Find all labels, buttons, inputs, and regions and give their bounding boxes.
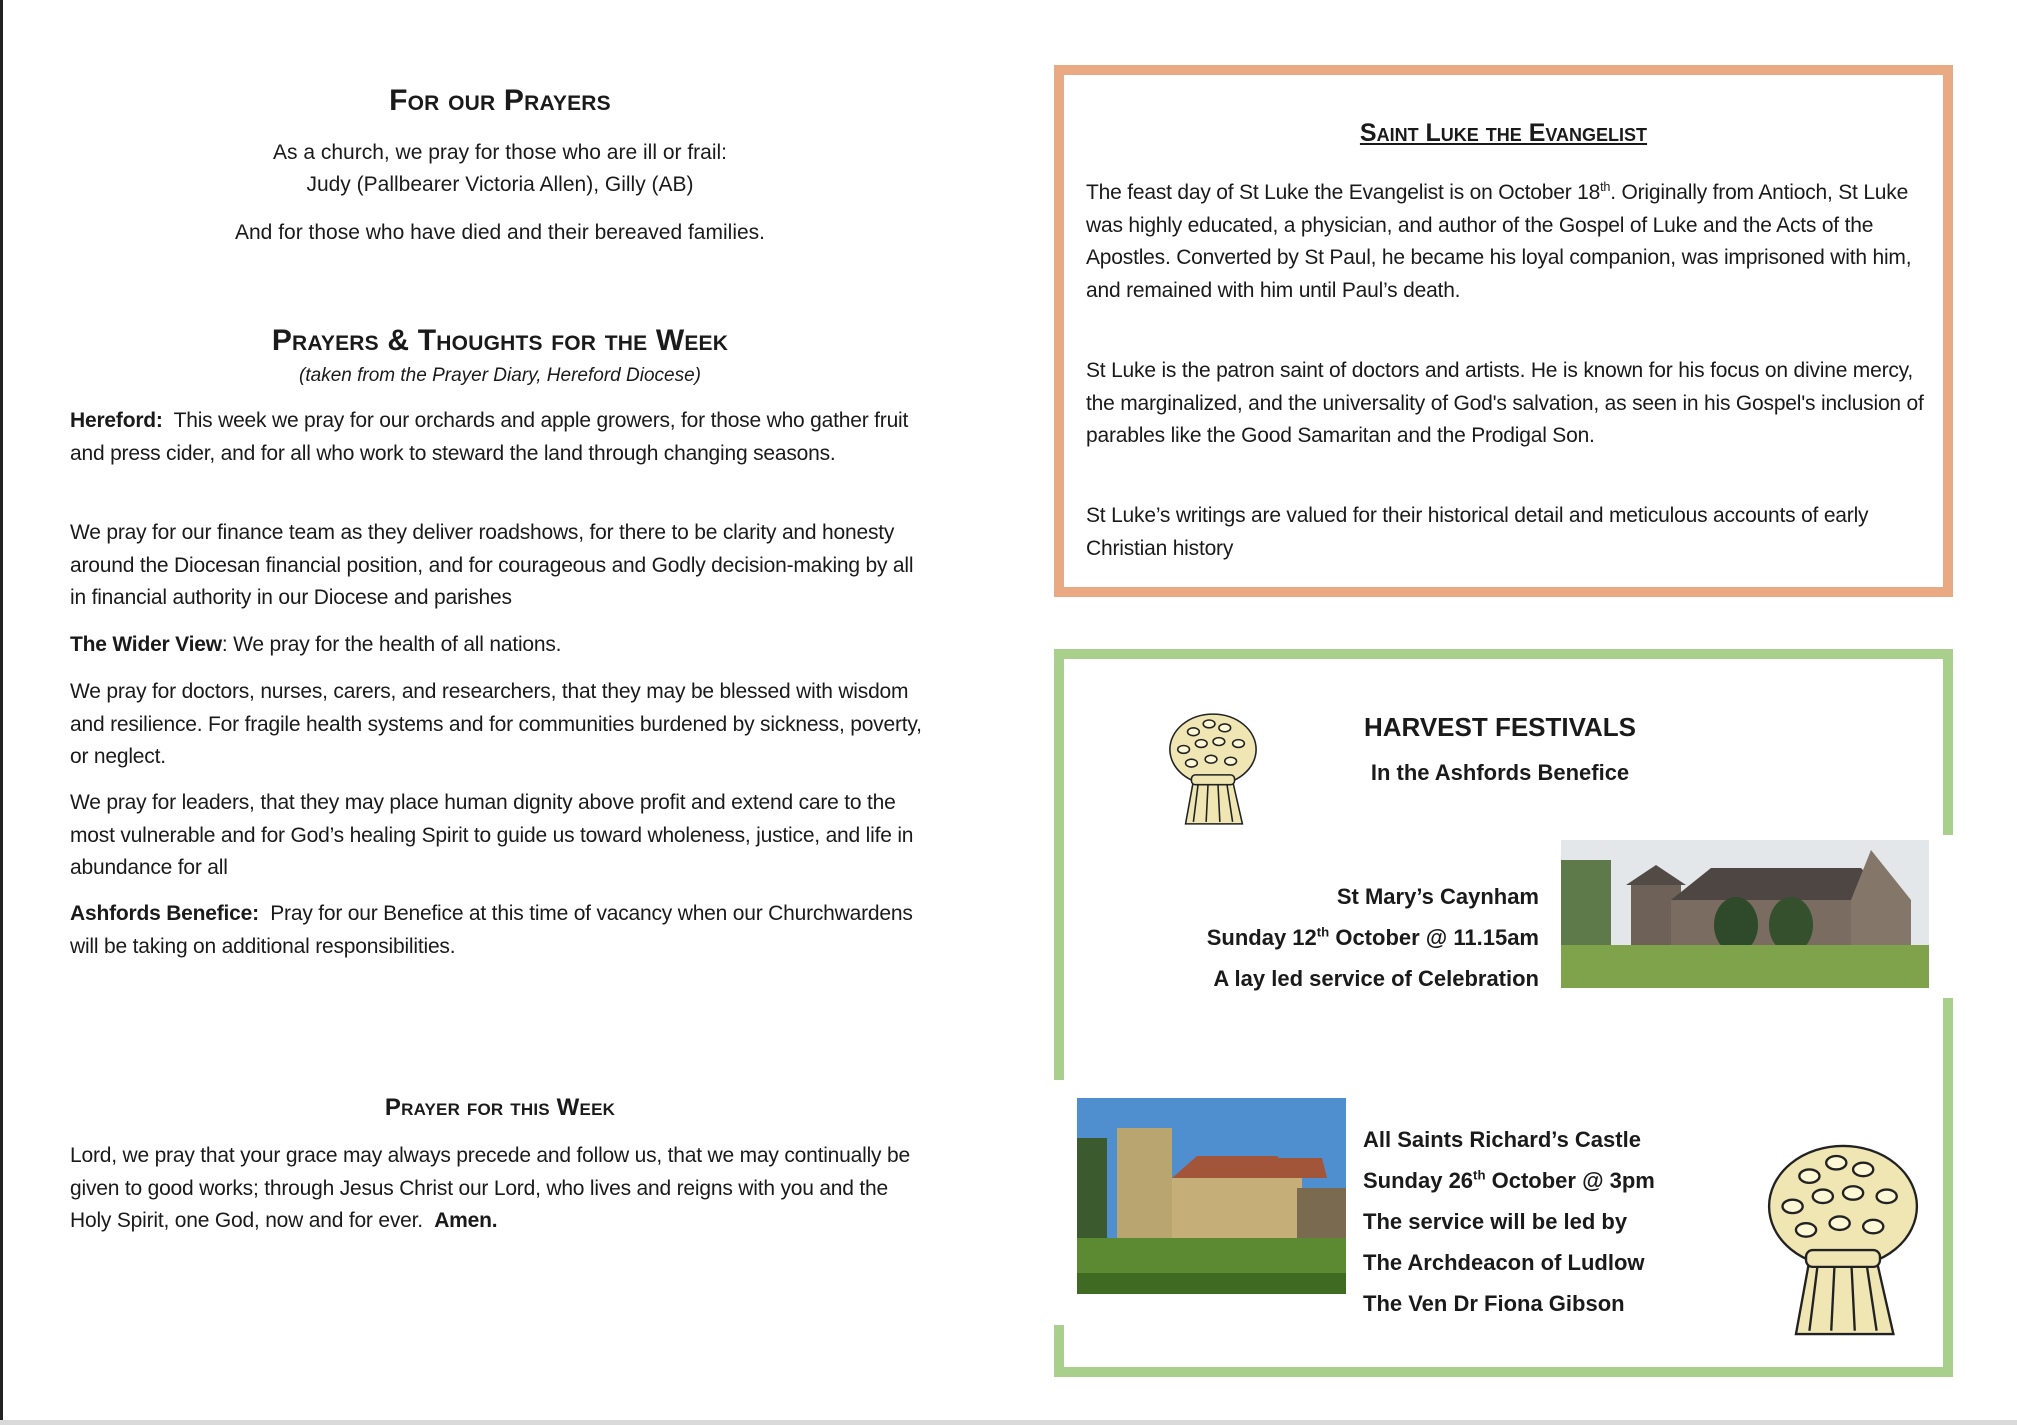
page-edge — [0, 0, 3, 1425]
hereford-paragraph — [70, 405, 930, 470]
wider-view-paragraph — [70, 629, 930, 662]
date-text: October @ 11.15am — [1329, 925, 1539, 950]
st-luke-paragraph-3: St Luke’s writings are valued for their historical detail and meticulous accounts of early Christian history — [1086, 504, 1869, 560]
prayers-line: And for those who have died and their bereaved families. — [235, 221, 765, 244]
p1-sup: th — [1600, 180, 1611, 194]
ashfords-paragraph — [70, 898, 930, 963]
date-text: Sunday 26 — [1363, 1168, 1474, 1193]
hereford-label: Hereford: — [70, 409, 163, 432]
event-note: The Archdeacon of Ludlow — [1363, 1250, 1645, 1275]
harvest-subtitle: In the Ashfords Benefice — [1370, 760, 1630, 785]
green-border-bottom — [1054, 1367, 1953, 1377]
date-text: Sunday 12 — [1206, 925, 1317, 950]
amen: Amen. — [434, 1209, 498, 1232]
doctors-paragraph: We pray for doctors, nurses, carers, and researchers, that they may be blessed with wisdom and resilience. For fragile health systems and for communities burdened by sickness, poverty, or neglect. — [70, 680, 922, 768]
event-note: A lay led service of Celebration — [1213, 966, 1539, 991]
event-church: St Mary’s Caynham — [1336, 884, 1539, 909]
event-all-saints — [1363, 1119, 1655, 1324]
prayers-line: As a church, we pray for those who are ill or frail: — [272, 141, 728, 164]
page-edge — [0, 1420, 2017, 1425]
event-note: The Ven Dr Fiona Gibson — [1363, 1291, 1625, 1316]
date-sup: th — [1473, 1167, 1486, 1183]
ashfords-text: Pray for our Benefice at this time of vacancy when our Churchwardens will be taking on additional responsibilities. — [70, 902, 913, 958]
green-border-top — [1054, 649, 1953, 659]
event-note: The service will be led by — [1363, 1209, 1628, 1234]
p1-text: . Originally from Antioch, St Luke was highly educated, a physician, and author of the Gospel of Luke and the Acts of the Apostles. Converted by St Paul, he became his loyal companion, was imprisoned with him, and remained with him until Paul’s death. — [1086, 181, 1912, 302]
prayer-week-text — [70, 1140, 930, 1238]
harvest-title: HARVEST FESTIVALS — [1363, 712, 1637, 742]
st-luke-box — [1054, 65, 1953, 597]
wider-view-text: : We pray for the health of all nations. — [221, 633, 562, 656]
collect-text: Lord, we pray that your grace may always precede and follow us, that we may continually be given to good works; through Jesus Christ our Lord, who lives and reigns with you and the Holy Spirit, one God, now and for ever. — [70, 1144, 910, 1232]
st-luke-paragraph-1 — [1086, 177, 1931, 307]
green-border-left — [1054, 649, 1064, 1080]
wheat-sheaf-icon — [1759, 1135, 1927, 1345]
st-marys-church-photo — [1561, 840, 1929, 988]
ashfords-label: Ashfords Benefice: — [70, 902, 259, 925]
green-border-right — [1943, 998, 1953, 1377]
date-text: October @ 3pm — [1485, 1168, 1655, 1193]
hereford-text: This week we pray for our orchards and apple growers, for those who gather fruit and press cider, and for all who work to steward the land through changing seasons. — [70, 409, 909, 465]
event-church: All Saints Richard’s Castle — [1363, 1127, 1641, 1152]
wider-view-label: The Wider View — [70, 633, 222, 656]
prayer-week-heading: Prayer for this Week — [384, 1094, 616, 1121]
green-border-left — [1054, 1325, 1064, 1377]
for-our-prayers-heading: For our Prayers — [389, 84, 611, 117]
all-saints-church-photo — [1077, 1098, 1346, 1294]
thoughts-subtitle: (taken from the Prayer Diary, Hereford Diocese) — [299, 365, 701, 386]
prayers-names: Judy (Pallbearer Victoria Allen), Gilly (AB) — [306, 173, 694, 196]
p1-text: The feast day of St Luke the Evangelist is on October 18 — [1086, 181, 1601, 204]
st-luke-heading: Saint Luke the Evangelist — [1359, 119, 1648, 147]
event-st-marys — [1100, 876, 1539, 999]
st-luke-paragraph-2: St Luke is the patron saint of doctors and artists. He is known for his focus on divine mercy, the marginalized, and the universality of God's salvation, as seen in his Gospel's inclusion of parables like the Good Samaritan and the Prodigal Son. — [1086, 359, 1924, 447]
wheat-sheaf-icon — [1164, 709, 1262, 829]
thoughts-heading: Prayers & Thoughts for the Week — [271, 324, 729, 357]
finance-paragraph: We pray for our finance team as they deliver roadshows, for there to be clarity and honesty around the Diocesan financial position, and for courageous and Godly decision-making by all in financial authority in our Diocese and parishes — [70, 521, 914, 609]
event-date — [1100, 917, 1539, 958]
event-date — [1363, 1160, 1655, 1201]
leaders-paragraph: We pray for leaders, that they may place human dignity above profit and extend care to the most vulnerable and for God’s healing Spirit to guide us toward wholeness, justice, and life in abundance for all — [70, 791, 914, 879]
date-sup: th — [1316, 924, 1330, 940]
green-border-right — [1943, 649, 1953, 835]
